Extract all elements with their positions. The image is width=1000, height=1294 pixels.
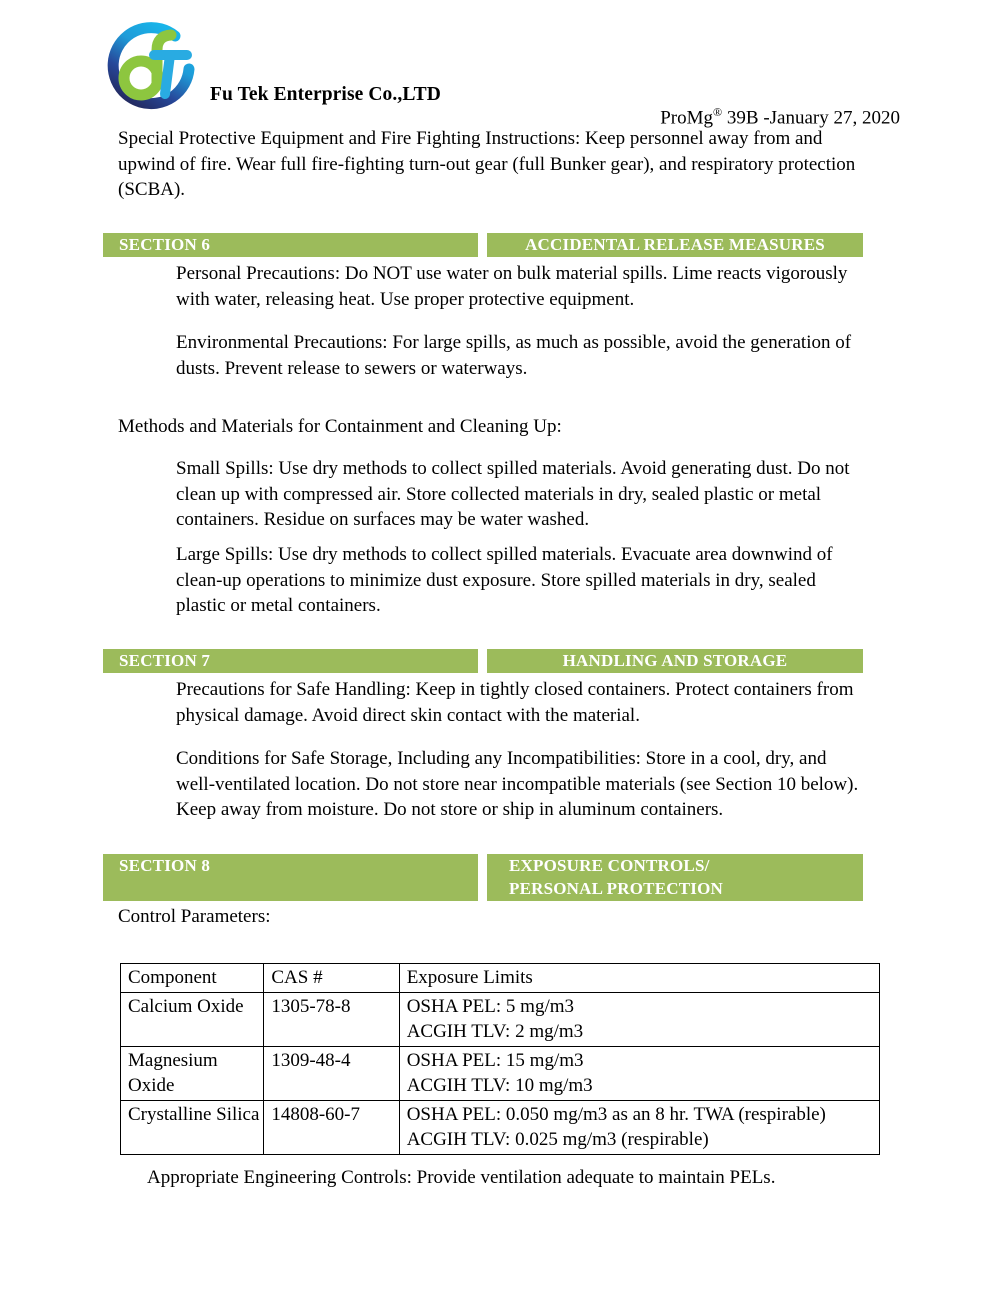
engineering-controls-paragraph: Appropriate Engineering Controls: Provide ventilation adequate to maintain PELs. [147, 1167, 776, 1188]
methods-and-materials-heading: Methods and Materials for Containment and Cleaning Up: [118, 416, 562, 437]
document-header [0, 0, 1000, 128]
cell-exposure-limits [399, 1101, 879, 1155]
section-8-header-bar [103, 854, 863, 901]
cell-exposure-limits [399, 1047, 879, 1101]
personal-precautions-paragraph: Personal Precautions: Do NOT use water on bulk material spills. Lime reacts vigorously with water, releasing heat. Use proper protective equipment. [176, 263, 848, 310]
exposure-limit-line: OSHA PEL: 5 mg/m3 [406, 996, 575, 1017]
column-header-component: Component [121, 964, 264, 993]
special-protective-equipment-paragraph: Special Protective Equipment and Fire Fighting Instructions: Keep personnel away from and upwind of fire. Wear full fire-fighting turn-out gear (full Bunker gear), and respiratory protection (SCBA). [118, 128, 856, 200]
section-8-title-line-2: PERSONAL PROTECTION [509, 879, 723, 898]
table-header-row [121, 964, 880, 993]
section-6-label: SECTION 6 [103, 233, 478, 257]
section-7-title: HANDLING AND STORAGE [487, 649, 863, 673]
exposure-limit-line: OSHA PEL: 15 mg/m3 [406, 1050, 584, 1071]
table-row [121, 1101, 880, 1155]
exposure-limit-line: ACGIH TLV: 2 mg/m3 [406, 1021, 584, 1042]
table-row [121, 1047, 880, 1101]
section-7-label: SECTION 7 [103, 649, 478, 673]
cell-component: Calcium Oxide [121, 993, 264, 1047]
section-8-title [487, 854, 863, 901]
safe-handling-paragraph: Precautions for Safe Handling: Keep in tightly closed containers. Protect containers from physical damage. Avoid direct skin contact with the material. [176, 679, 854, 726]
exposure-limit-line: ACGIH TLV: 0.025 mg/m3 (respirable) [406, 1129, 709, 1150]
cell-component: Magnesium Oxide [121, 1047, 264, 1101]
section-6-title: ACCIDENTAL RELEASE MEASURES [487, 233, 863, 257]
section-8-title-line-1: EXPOSURE CONTROLS/ [509, 856, 710, 875]
control-parameters-label: Control Parameters: [118, 906, 271, 927]
column-header-cas: CAS # [264, 964, 399, 993]
exposure-limit-line: OSHA PEL: 0.050 mg/m3 as an 8 hr. TWA (respirable) [406, 1104, 826, 1125]
section-7-header-bar [103, 649, 863, 673]
exposure-limit-line: ACGIH TLV: 10 mg/m3 [406, 1075, 593, 1096]
environmental-precautions-paragraph: Environmental Precautions: For large spills, as much as possible, avoid the generation of dusts. Prevent release to sewers or waterways. [176, 332, 852, 379]
cell-cas: 1305-78-8 [264, 993, 399, 1047]
large-spills-paragraph: Large Spills: Use dry methods to collect spilled materials. Evacuate area downwind of clean-up operations to minimize dust exposure. Store spilled materials in dry, sealed plastic or metal containers. [176, 544, 833, 616]
column-header-exposure-limits: Exposure Limits [399, 964, 879, 993]
cell-exposure-limits [399, 993, 879, 1047]
small-spills-paragraph: Small Spills: Use dry methods to collect spilled materials. Avoid generating dust. Do not clean up with compressed air. Store collected materials in dry, sealed plastic or metal containers. Residue on surfaces may be water washed. [176, 458, 850, 530]
cell-component: Crystalline Silica [121, 1101, 264, 1155]
safe-storage-paragraph: Conditions for Safe Storage, Including any Incompatibilities: Store in a cool, dry, and well-ventilated location. Do not store near incompatible materials (see Section 10 below). Keep away from moisture. Do not store or ship in aluminum containers. [176, 748, 859, 820]
doc-ref-suffix: 39B -January 27, 2020 [722, 107, 900, 129]
table-row [121, 993, 880, 1047]
registered-mark-icon: ® [713, 105, 723, 119]
section-8-label: SECTION 8 [103, 854, 478, 901]
company-name: Fu Tek Enterprise Co.,LTD [210, 84, 441, 105]
cell-cas: 14808-60-7 [264, 1101, 399, 1155]
doc-ref-prefix: ProMg [660, 107, 714, 129]
cell-cas: 1309-48-4 [264, 1047, 399, 1101]
section-6-header-bar [103, 233, 863, 257]
exposure-limits-table [120, 963, 880, 1155]
